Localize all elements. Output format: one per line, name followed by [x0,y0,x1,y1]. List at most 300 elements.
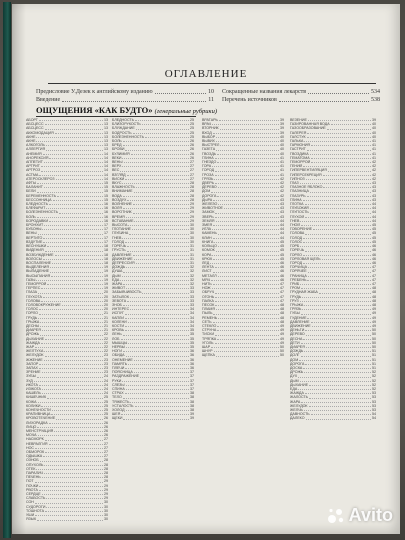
index-entry-page: 33 [190,302,194,307]
index-entry-leader [125,240,189,243]
index-entry-page: 43 [280,197,284,202]
index-entry-word: ДОЛГ [290,353,300,358]
index-entry-leader [39,118,103,121]
index-entry-word: ПАМЯТЬ [112,361,128,366]
index-entry-page: 33 [190,294,194,299]
index-entry-leader [45,437,103,440]
index-entry-word: ЗВЕРЬ [202,214,214,219]
index-entry-leader [37,374,103,377]
index-entry-leader [45,353,103,356]
index-entry-leader [47,282,103,285]
index-entry-page: 45 [372,227,376,232]
index-entry-leader [215,181,279,184]
index-entry-page: 16 [104,202,108,207]
index-entry-leader [301,353,372,356]
index-entry-word: БОРОДАВКИ [26,218,49,223]
index-entry-page: 22 [104,336,108,341]
index-entry-word: КОСТИ [112,323,125,328]
index-entry-leader [308,274,371,277]
book-cover-edge [3,2,11,538]
index-entry-page: 14 [104,160,108,165]
index-entry-page: 47 [372,273,376,278]
index-entry-word: ДЕСНЫ [26,323,40,328]
index-entry-page: 43 [372,181,376,186]
index-entry-leader [52,261,103,264]
index-entry-page: 37 [190,387,194,391]
index-entry-leader [307,147,371,150]
index-entry-leader [35,513,103,516]
section-rule [36,116,196,117]
index-entry-word: КРОВЬ [112,328,124,333]
index-entry-page: 46 [280,277,284,282]
index-entry-page: 42 [372,160,376,165]
index-entry-leader [46,505,103,508]
index-entry-word: ГЛАЗА [26,290,38,295]
index-entry-word: ГОРОД [202,168,215,173]
index-entry-page: 20 [104,298,108,303]
index-entry-page: 46 [280,273,284,278]
index-entry-leader [47,244,103,247]
index-entry-page: 17 [104,227,108,232]
index-entry-word: ВЕРХ [112,164,122,169]
index-entry-word: ЖЕЛТУХА [26,349,44,354]
index-entry-word: БОЛЕЗНЕННОСТЬ [112,134,144,139]
index-entry-leader [300,282,371,285]
index-entry-leader [302,295,371,298]
index-entry-word: ЕДА [290,387,298,391]
index-entry-page: 27 [104,437,108,442]
index-entry-page: 30 [104,517,108,522]
index-entry-word: РЕМЕНЬ [202,315,218,320]
index-entry-leader [217,328,279,331]
index-entry-leader [34,379,103,382]
index-entry-leader [36,467,103,470]
index-entry-page: 20 [104,294,108,299]
index-entry-word: ЗЕМЛЯ [202,218,215,223]
index-entry-page: 41 [372,139,376,144]
index-entry-leader [213,311,279,314]
index-entry-page: 50 [372,340,376,345]
index-entry-page: 24 [104,387,108,391]
index-entry-page: 47 [372,281,376,286]
index-entry-page: 35 [190,344,194,349]
index-entry-page: 47 [372,265,376,270]
index-entry-word: ВЕНЫ [112,160,123,165]
index-entry-page: 14 [104,172,108,177]
index-entry-page: 21 [104,328,108,333]
index-entry-page: 23 [104,361,108,366]
index-entry-leader [312,324,371,327]
index-entry-leader [127,248,189,251]
index-entry-page: 51 [372,361,376,366]
front-matter-entry [36,96,214,104]
index-entry-leader [307,131,371,134]
index-entry-word: НОГИ [112,349,122,354]
index-entry-word: ГЛОТАНИЕ [112,227,131,232]
index-entry-word: ГЛУПОСТЬ [290,210,309,215]
index-entry-page: 26 [190,155,194,160]
index-entry-leader [37,517,103,520]
index-entry-page: 28 [104,475,108,480]
index-entry-leader [126,383,189,386]
section-title: ОЩУЩЕНИЯ «КАК БУДТО» [36,105,153,115]
index-entry-page: 18 [104,256,108,261]
index-entry-word: ВЫСТРЕЛ [202,143,220,148]
index-entry-page: 45 [280,252,284,257]
index-entry-word: ГЛАЗНИЦА [290,189,309,194]
index-entry-leader [135,118,189,121]
index-entry-page: 34 [190,323,194,328]
index-entry-leader [212,164,279,167]
index-entry-page: 49 [280,323,284,328]
index-entry-word: ЖИВОТНОЕ [202,206,223,211]
index-entry-page: 45 [280,244,284,249]
index-entry-leader [305,328,371,331]
index-entry-word: ЖАЖДА [290,391,304,396]
index-entry-leader [311,156,371,159]
index-entry-word: ГАЗЫ [26,277,36,282]
index-entry-page: 44 [372,214,376,219]
index-entry-word: ЗАПОР [26,361,39,366]
index-entry-word: ПОЧКИ [26,483,39,488]
index-entry-page: 27 [190,160,194,165]
index-entry-word: СТРУНА [202,328,217,333]
index-entry-page: 46 [280,269,284,274]
index-entry-word: АНОРЕКСИЯ [26,155,49,160]
index-entry-leader [142,290,189,293]
index-entry-leader [44,471,103,474]
index-entry-leader [35,479,103,482]
index-entry-leader [135,404,190,407]
entry-leader [62,96,206,102]
index-entry-word: АКНЕ [26,139,36,144]
index-entry-page: 22 [104,349,108,354]
index-entry-page: 49 [372,323,376,328]
index-entry-word: ГРЕБЕНЬ [290,277,307,282]
index-entry-word: КЛИН [202,235,212,240]
index-entry-page: 46 [372,252,376,257]
index-entry-word: БУЛИМИЯ [112,151,130,156]
index-entry-word: БАЛАНИТ [26,185,43,190]
index-entry-leader [216,307,279,310]
index-entry-leader [38,231,103,234]
index-entry-page: 45 [372,231,376,236]
index-entry-page: 25 [190,134,194,139]
index-entry-page: 16 [104,214,108,219]
index-entry-page: 42 [372,176,376,181]
index-entry-page: 15 [104,181,108,186]
index-entry-word: АБОРТ [26,118,38,122]
index-entry-leader [40,332,103,335]
index-entry-word: ВИДЕНИЯ [26,248,44,253]
index-entry-word: ЗАБЫВЧИВОСТЬ [112,290,142,295]
book-page [12,4,400,534]
index-entry-leader [215,303,279,306]
index-entry-word: ИКОТА [26,382,38,387]
index-entry-word: АСТМА [26,172,39,177]
index-entry-leader [123,395,189,398]
entry-leader [279,96,369,102]
index-entry-leader [305,248,371,251]
index-entry-word: БЛЕДНОСТЬ [26,202,48,207]
index-entry-word: БУБОНЫ [26,227,42,232]
index-entry-word: ГОЛОД [112,239,125,244]
index-entry-word: ГЛУХОЙ [290,214,305,219]
index-entry-word: ВОЗБУЖДЕНИЕ [26,252,54,257]
index-entry-page: 53 [372,395,376,400]
index-entry-leader [215,168,279,171]
index-entry-page: 44 [372,206,376,211]
index-entry-page: 49 [280,328,284,333]
index-entry-leader [125,324,189,327]
index-entry-leader [49,202,103,205]
index-entry-word: АККОМОДАЦИЯ [26,130,54,135]
index-entry-leader [134,370,189,373]
index-entry-word: БОЛЕЗНЕННОСТЬ [26,210,58,215]
index-entry-page: 42 [280,189,284,194]
index-entry [26,517,108,521]
index-entry-page: 19 [104,281,108,286]
index-entry-page: 47 [372,269,376,274]
index-entry-word: ПОЯСНИЦА [112,370,133,375]
index-entry-leader [217,194,279,197]
index-entry-word: ВЫДЕЛЕНИЯ [26,265,49,270]
index-entry-page: 38 [190,399,194,404]
index-entry-word: ГОЛОВА [290,231,305,236]
index-entry-word: ОДЫШКА [26,454,43,459]
index-entry-word: ВХОД [202,130,212,135]
index-entry-word: ГАЗЕТА [202,147,216,152]
index-entry-leader [125,177,189,180]
index-entry-word: ДОРОГА [290,361,305,366]
index-entry-leader [218,316,279,319]
index-entry-page: 32 [190,269,194,274]
index-entry-leader [134,219,189,222]
index-entry-page: 40 [280,139,284,144]
index-entry-word: ГРЫЖА [26,319,40,324]
index-entry-word: ГЛУБИНА [112,231,129,236]
index-entry-leader [300,379,371,382]
index-entry-word: ГОРБ [290,244,300,249]
entry-leader [308,88,369,94]
index-entry-word: БЛИЗОРУКОСТЬ [112,122,141,127]
index-entry-word: ЛЕД [202,260,210,265]
index-entry-page: 39 [280,126,284,131]
index-entry-page: 29 [190,206,194,211]
index-entry-leader [304,303,371,306]
index-entry-leader [136,126,189,129]
index-entry-page: 48 [372,298,376,303]
index-entry-word: ДЫМ [112,273,121,278]
index-entry-word: МЯЧ [202,277,210,282]
index-entry-page: 36 [190,349,194,354]
index-column-3 [202,118,284,358]
index-entry-leader [43,295,103,298]
index-entry-page: 13 [104,143,108,148]
index-entry-word: ГВОЗДЬ [202,151,216,156]
index-entry-leader [310,152,371,155]
index-entry-leader [323,173,371,176]
index-entry-word: ДУША [112,269,123,274]
index-entry-leader [45,450,103,453]
index-entry-leader [38,290,103,293]
index-entry-word: ГОРА [202,164,212,169]
index-entry-leader [35,500,103,503]
index-entry-page: 23 [104,365,108,370]
index-entry-word: УСТАЛОСТЬ [112,403,134,408]
index-entry-leader [218,244,279,247]
index-entry-word: ДАЛЕКО [290,416,305,421]
index-entry-page: 34 [190,311,194,316]
title-rule [48,83,376,84]
index-entry-page: 42 [280,181,284,186]
index-entry-word: МЫШЦЫ [112,340,128,345]
index-entry-word: ВЕНЫ [26,231,37,236]
index-entry-leader [125,391,189,394]
index-entry-word: ЖЖЕНИЕ [26,357,43,362]
index-entry-word: ОГОНЬ [202,294,215,299]
index-entry-leader [43,454,103,457]
index-entry-word: ВРЕМЯ [112,214,125,219]
index-entry-leader [217,324,279,327]
index-entry-page: 25 [104,399,108,404]
index-entry-page: 37 [190,370,194,375]
index-entry-page: 51 [372,349,376,354]
index-entry-page: 42 [372,164,376,169]
index-entry-leader [216,139,279,142]
front-matter-entry [222,96,380,104]
index-entry-leader [57,194,103,197]
index-entry-page: 26 [104,433,108,438]
index-entry-word: ГАЛЬКА [290,139,304,144]
index-entry-word: ДАВЛЕНИЕ [290,319,310,324]
index-entry-word: КИШЕЧНИК [26,395,47,400]
index-entry-leader [39,362,103,365]
index-entry-page: 39 [190,412,194,417]
index-entry-page: 16 [104,206,108,211]
index-entry-word: ПАРАЛИЧ [26,471,43,476]
index-entry-word: ЗУД [26,378,33,383]
index-entry-leader [36,278,103,281]
index-entry-word: АРТРОЗ [26,168,41,173]
index-entry-word: ГРОЗА [202,172,214,177]
index-entry-page: 48 [280,319,284,324]
index-entry-page: 51 [372,365,376,370]
index-entry-page: 13 [104,134,108,139]
index-entry-page: 40 [280,143,284,148]
index-entry-page: 28 [190,181,194,186]
index-entry-word: КОНЕЧНОСТИ [26,408,51,413]
index-entry-leader [307,194,371,197]
index-entry-page: 46 [372,244,376,249]
index-entry-page: 31 [190,260,194,265]
index-entry-page: 52 [372,378,376,383]
index-entry-word: ГОРОД [290,260,303,265]
index-entry-word: МОЧА [26,433,37,438]
index-entry-word: ВЛАЖНОСТЬ [112,185,135,190]
index-entry-page: 41 [372,143,376,148]
index-entry-page: 30 [190,231,194,236]
entry-page: 534 [371,89,380,95]
index-entry-page: 26 [190,151,194,156]
index-entry-word: РУКИ [112,378,122,383]
index-entry-page: 38 [190,395,194,400]
index-entry-leader [301,400,371,403]
index-entry-leader [309,395,371,398]
index-entry-word: ГОРЧИЦА [290,265,307,270]
index-entry-page: 26 [104,420,108,425]
index-entry-page: 48 [372,294,376,299]
index-entry-word: АЛКОГОЛЬ [26,143,45,148]
index-entry-word: ШЕЯ [112,412,121,417]
index-entry-page: 21 [104,311,108,316]
index-entry-word: ЛОБ [112,336,120,341]
index-entry-word: ГЕМОРРОЙ [26,281,47,286]
index-entry-leader [35,345,103,348]
index-entry-word: ОБМОРОК [26,450,45,455]
index-entry-page: 29 [104,483,108,488]
index-entry-page: 35 [190,340,194,345]
index-entry-page: 43 [280,202,284,207]
index-entry-page: 44 [280,235,284,240]
index-entry-word: НОЖ [202,286,211,291]
index-entry-leader [311,160,371,163]
index-entry-page: 53 [372,403,376,408]
index-entry-word: ЛЕНЬ [112,332,122,337]
index-entry-leader [126,215,189,218]
index-entry-word: ГИПЕРСЕКРЕЦИЯ [290,172,322,177]
index-entry-leader [45,509,103,512]
index-entry-leader [45,122,103,125]
index-entry-word: ЩЕКИ [112,416,123,421]
index-entry-word: ГОРЛО [26,311,38,316]
index-entry-word: КРОВОТЕЧЕНИЕ [26,416,56,421]
entry-page: 538 [371,97,380,103]
index-entry-leader [305,362,371,365]
index-entry-leader [309,383,371,386]
index-entry-leader [132,227,189,230]
index-entry-word: ГАСТРИТ [290,147,306,152]
index-entry-leader [129,231,189,234]
index-entry-word: ГАРМОНИЯ [290,143,311,148]
index-entry-word: ЖЕЛЧЬ [290,408,303,413]
index-entry-leader [125,311,189,314]
index-entry-page: 34 [190,319,194,324]
index-entry-leader [136,185,189,188]
index-entry-word: АППЕТИТ [26,160,43,165]
index-entry-leader [39,488,103,491]
index-entry-word: КНИГА [202,239,214,244]
index-entry-page: 15 [104,193,108,198]
index-entry-page: 32 [190,265,194,270]
index-entry-page: 46 [280,265,284,270]
index-entry-page: 22 [104,340,108,345]
index-entry-word: БОЛЬ [26,214,36,219]
index-entry-page: 30 [190,239,194,244]
page-title: ОГЛАВЛЕНИЕ [164,68,248,80]
index-entry-page: 22 [104,344,108,349]
index-entry-word: ЛИХОРАДКА [26,420,48,425]
index-entry-page: 53 [372,391,376,396]
index-entry-leader [126,286,189,289]
index-entry-leader [49,156,103,159]
index-entry-leader [133,210,189,213]
index-entry-page: 49 [372,307,376,312]
index-entry-word: ГАЛЕРЕЯ [290,130,307,135]
index-entry-word: ЗНОБ [112,302,122,307]
index-entry-leader [301,286,371,289]
index-entry-leader [307,278,371,281]
